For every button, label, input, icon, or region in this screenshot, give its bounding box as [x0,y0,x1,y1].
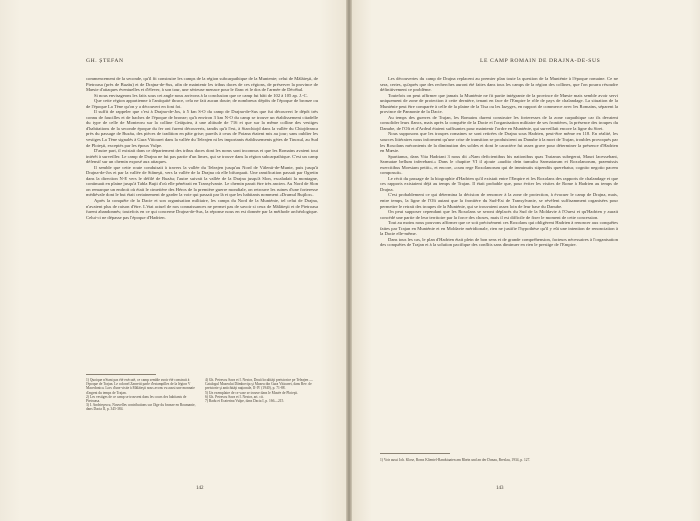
paragraph: D'autre part, il existait dans ce département des tribus daces dont les noms sont inconnus et que les Romains avaient tout intérêt à surveiller. Le camp de Drajna ne fut pas partie d'un limes, qui se trouve dans la région subcarpathique. C'est un camp défensif sur un chemin exposé aux attaques. [86,148,318,165]
left-text-column [86,76,318,220]
footnote: 1) Voir aussi Joh. Klose, Roms Klientel-Randstaaten am Rhein und an der Donau, Breslau, 1934, p. 127. [380,458,531,462]
right-page-number: 143 [496,486,504,491]
book-gutter [346,0,352,521]
paragraph: Après la conquête de la Dacie et son organisation militaire, les camps du Nord de la Munténie, tel celui de Drajna, n'avaient plus de raison d'être. L'état actuel de nos connaissances ne permet pas de savoir si ceux de Mălăieşti et de Pietroasa furent abandonnés; toutefois en ce qui concerne Drajna-de-Sus, la réponse nous en est donnée par la méthode archéologique. Celui-ci ne dépasse pas l'époque d'Hadrien. [86,198,318,220]
paragraph: Toutefois on peut affirmer que jamais la Munténie ne fit partie intégrante de la province de Mœsie mais semble avoir servi uniquement de zone de protection à cette dernière, tenant en face de l'Empire le rôle de pays de chalandage. La situation de la Munténie peut être comparée à celle de la plaine de la Tisa ou les Iazyges, en rapport de commerce avec les Romains, séparent la province de Pannonie de la Dacie. [380,92,618,115]
paragraph: Il semble que cette route conduisait à travers la vallée du Teleajen jusqu'au Nord de Vălenii-de-Munte, puis jusqu'à Drajna-de-Jos et par la vallée de Stâneşti, vers la vallée de la Drajna où elle bifurquait. Une ramification passait par Ogretin dans la direction N-E vers le défilé de Buzău; l'autre suivait la vallée de la Drajna jusqu'à Slon, escaladait la montagne, continuait en plaine jusqu'à Tabla Buţii d'où elle pénétrait en Transylvanie. Le chemin parait être très ancien. Au Nord de Slon on remarque un endroit où était le cimetière des Héros de la première guerre mondiale, on retrouve les ruines d'une forteresse médiévale dont le but était certainement de garder la voie qui passait par là et que les habitants nomment «Drumul Buţilor». [86,164,318,198]
paragraph: Spartianus, dans Vita Hadriani 3 nous dit «Nam deficientibus his nationibus quas Traianus subegerat, Mauri lacessebant, Sarmatae bellum inferebant.» Dans le chapitre VI il ajoute «audito dein tumultu Sarmatarum et Roxolanorum, praemissis exercitibus Moesiam petiit», et encore, «cum rege Roxolanorum qui de imminutis stipendiis querebatur, cognito negotio pacem composuit». [380,153,618,176]
paragraph: commencement de la seconde, qu'il fit construire les camps de la région subcarpathique de la Muntenie; celui de Mălăieşti, de Pietroasa (près de Buzău) et de Drajna-de-Sus, afin de maintenir les tribus daces de ces régions, de préserver la province de Mœsie d'attaques éventuelles et d'élever, à son tour, une sérieuse menace pour le flanc et le dos de l'armée de Décébal. [86,76,318,93]
paragraph: Nous supposons que les troupes romaines se sont retirées de Drajna sous Hadrien, peut-être même en 118. En réalité, les sources littéraires nous informent qu'une crise de transition se produisirent au Danube à la mort de Trajan, troubles provoqués par les Roxolans mécontents de la diminution des soldes et dont le caractère fut assez grave pour déterminer la présence d'Hadrien en Mœsie. [380,131,618,154]
left-running-head: GH. ȘTEFAN [86,58,124,64]
paragraph: Que cette région appartienne à l'antiquité thrace, cela ne fait aucun doute; de nombreux dépôts de l'époque de bronze ou de l'époque La Tène qu'on y a découvert en font foi. [86,98,318,109]
paragraph: Le récit du passage de la biographie d'Hadrien qu'il existait entre l'Empire et les Roxolans des rapports de chalandage et que ces rapports existaient déjà au temps de Trajan. Il était probable que, pour éviter les visites de Rome à Hadrien au temps de Drajna. [380,175,618,192]
paragraph: Tout au moins nous pouvons affirmer que ce soit précisément ces Roxolans qui obligèrent Hadrien à renoncer aux conquêtes faites par Trajan en Munténie et en Moldavie méridionale, rien ne justifie l'hypothèse qu'il y eût une intention de renonciation à la Dacie elle-même. [380,220,618,237]
paragraph: Les découvertes du camp de Drajna replacent au premier plan toute la question de la Munténie à l'époque romaine. Ce ne sera, certes, qu'après que des recherches auront été faites dans tous les camps de la région des collines, que l'on pourra résoudre définitivement ce problème. [380,76,618,93]
right-running-head: LE CAMP ROMAIN DE DRAJNA-DE-SUS [480,58,601,64]
left-footnotes [86,378,318,412]
right-page [350,0,700,521]
footnote: 3) I. Andrieşescu, Nouvelles contributions sur l'âge du bronze en Roumanie, dans Dacia II, p. 345-384. [86,403,196,412]
paragraph: Au temps des guerres de Trajan, les Romains durent construire les forteresses de la zone carpathique car ils devaient consolider leurs flancs, mais après la conquête de la Dacie et l'organisation militaire de ses frontières, la présence des troupes du Danube, de l'Olt et d'Ardeal étaient suffisantes pour maintenir l'ordre en Munténie, qui surveillait encore la ligne du Siret. [380,114,618,131]
paragraph: Il suffit de rappeler que c'est à Drajna-de-Jos, à 5 km S-O du camp de Drajna-de-Sus que fut découvert le dépôt très connu de faucilles et de haches de l'époque de bronze; qu'à environ 3 km N-O du camp se trouve un établissement citadelle du type de celle de Monteoru sur la colline Cetăţuiea, à une altitude de 716 et que sur la même colline des vestiges d'habitations de la seconde époque du fer ont furent découverts, tandis qu'à l'est, à Starchiojd dans la vallée du Chiojdeanca près du passage de Buzău, des pièces de tradition en pâte grise; pareils à ceux de Poiana étaient mis au jour; sans oublier les vestiges La Tène signalés à Gura Vitioarei dans la vallée du Teleajen ni les importants établissements gètes de Tinosul, au Sud de Ploieşti, exceptés par les époux Vulpe. [86,109,318,148]
footnote: 7) Radu et Ecaterina Vulpe, dans Dacia I, p. 166—215. [205,399,285,404]
footnote-rule [380,453,450,454]
paragraph: On peut supposer cependant que les Roxolans se seront déplacés du Sud de la Moldavie à l'Ouest et qu'Hadrien y aurait concédé une partie de leur territoire par la force des choses, mais il est difficile de fixer le moment de cette concession. [380,209,618,220]
paragraph: Si nous envisageons les faits sous cet angle nous arrivons à la conclusion que ce camp fut bâti de 102 à 105 ap. J.-C. [94,92,308,98]
footnote: 4) Gh. Petrescu Sava et I. Nestor, Două localităţi preistorice pe Teleajen — Catalogul Muzeului Dâmboviţa şi Muzeu din Gura Vitioarei, dans Rev. de preistorie şi antichităţi naţionale, II-IV (1940), p. 71-88. [205,378,313,391]
left-page-number: 142 [196,486,204,491]
footnote-rule [86,374,156,375]
right-footnotes [380,458,618,462]
right-text-column [380,76,618,248]
footnote: 2) Les vestiges de ce camp se trouvent dans les cours des habitants de Pietroasa. [86,394,187,404]
paragraph: C'est probablement ce qui détermina la décision de renoncer à la zone de protection, à évacuer le camp de Drajna, mais, entre temps, la ligne de l'Olt autant que la frontière du Sud-Est de Transylvanie, se révèlent suffisamment organisées pour permettre le retrait des troupes de la Munténie, qui se trouvaient assez loin de leur base du Danube. [380,192,618,209]
footnote: 1) Quoique n'étant pas été exécuté, ce camp semble avoir été construit à l'époque de Trajan. Le colonel Zanretti parle d'estampilles de la légion V Macedonica. Lors d'une visite à Mălăieşti nous avons vu aussi une monnaie d'argent du temps de Trajan. [86,378,195,395]
paragraph: Dans tous les cas, le plan d'Hadrien était plein de bon sens et de grande compréhension, facteurs nécessaires à l'organisation des conquêtes de Trajan et à la solution pacifique des conflits sans diminuer en rien le prestige de l'Empire. [380,236,618,248]
footnote-column [205,378,318,412]
footnote-column [86,378,199,412]
footnote: 5) Un exemplaire de ce vase se trouve dans le Musée de Ploieşti. [205,390,299,395]
left-page [0,0,348,521]
footnote: 6) Gh. Petrescu Sava et I. Nestor, art. cit. [205,394,264,399]
